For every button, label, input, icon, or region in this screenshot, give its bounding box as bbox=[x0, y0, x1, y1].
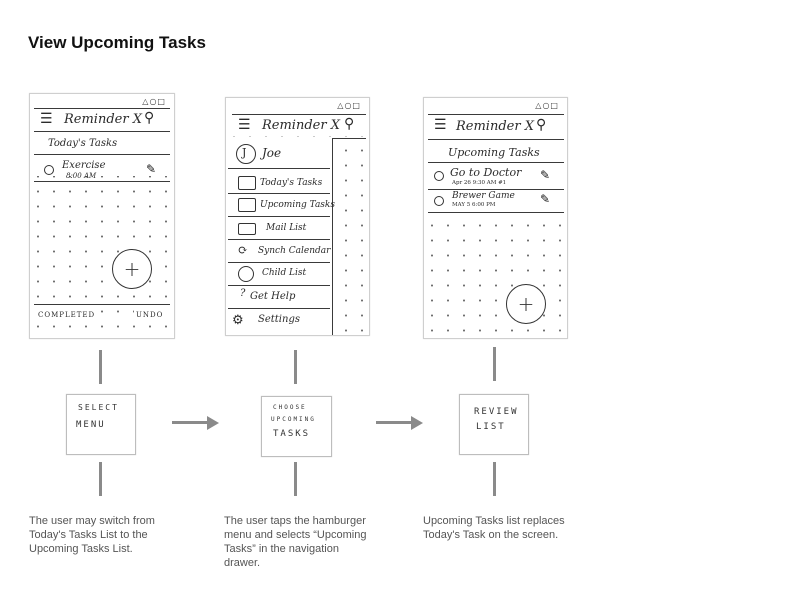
task-time: 8:00 AM bbox=[66, 172, 97, 180]
connector-line bbox=[493, 462, 496, 496]
sketch-navigation-drawer bbox=[225, 97, 370, 336]
drawer-item-child-list[interactable]: Child List bbox=[262, 268, 307, 278]
status-bar-icons: △○□ bbox=[337, 101, 361, 110]
task-name: Go to Doctor bbox=[450, 166, 522, 179]
task-time: MAY 5 6:00 PM bbox=[452, 202, 496, 208]
add-task-button[interactable]: + bbox=[506, 284, 546, 324]
step-description: The user taps the hamburger menu and selects “Upcoming Tasks” in the navigation drawer. bbox=[224, 515, 367, 569]
hamburger-icon[interactable]: ☰ bbox=[238, 117, 251, 133]
edit-pencil-icon[interactable]: ✎ bbox=[540, 192, 551, 206]
task-checkbox[interactable] bbox=[434, 196, 444, 206]
connector-line bbox=[493, 347, 496, 381]
child-icon bbox=[238, 266, 254, 282]
page-title: View Upcoming Tasks bbox=[28, 33, 206, 52]
list-title: Upcoming Tasks bbox=[448, 146, 540, 159]
drawer-item-todays-tasks[interactable]: Today's Tasks bbox=[260, 178, 323, 188]
connector-line bbox=[99, 462, 102, 496]
step-label: TASKS bbox=[273, 429, 311, 439]
step-label: MENU bbox=[76, 420, 106, 430]
connector-line bbox=[294, 350, 297, 384]
completed-button[interactable]: COMPLETED bbox=[38, 311, 96, 319]
step-label: UPCOMING bbox=[271, 416, 316, 423]
task-name: Brewer Game bbox=[452, 191, 515, 201]
sync-icon: ⟳ bbox=[238, 243, 249, 257]
drawer-item-synch-calendar[interactable]: Synch Calendar bbox=[258, 246, 331, 256]
edit-pencil-icon[interactable]: ✎ bbox=[540, 168, 551, 182]
connector-line bbox=[294, 462, 297, 496]
gear-icon: ⚙ bbox=[232, 313, 244, 328]
app-header: Reminder X bbox=[64, 112, 142, 127]
task-checkbox[interactable] bbox=[44, 165, 54, 175]
flow-arrow bbox=[376, 421, 412, 424]
hamburger-icon[interactable]: ☰ bbox=[40, 111, 53, 127]
avatar: J bbox=[242, 146, 247, 159]
sketch-upcoming-tasks bbox=[423, 97, 568, 339]
search-icon[interactable]: ⚲ bbox=[344, 116, 355, 132]
calendar-icon bbox=[238, 176, 256, 190]
step-description: The user may switch from Today's Tasks List to the Upcoming Tasks List. bbox=[29, 515, 155, 555]
step-box-review-list bbox=[459, 394, 529, 455]
sketch-today-tasks bbox=[29, 93, 175, 339]
user-name: Joe bbox=[262, 146, 282, 160]
undo-button[interactable]: UNDO bbox=[136, 311, 164, 319]
step-description: Upcoming Tasks list replaces Today's Task on the screen. bbox=[423, 515, 565, 541]
app-header: Reminder X bbox=[456, 119, 534, 134]
mail-icon bbox=[238, 223, 256, 235]
edit-pencil-icon[interactable]: ✎ bbox=[146, 162, 157, 176]
calendar-icon bbox=[238, 198, 256, 212]
task-name: Exercise bbox=[62, 160, 106, 171]
status-bar-icons: △○□ bbox=[535, 101, 559, 110]
connector-line bbox=[99, 350, 102, 384]
drawer-item-mail-list[interactable]: Mail List bbox=[266, 223, 307, 233]
search-icon[interactable]: ⚲ bbox=[536, 117, 547, 133]
status-bar-icons: △○□ bbox=[142, 97, 166, 106]
step-box-choose-upcoming-tasks bbox=[261, 396, 332, 457]
hamburger-icon[interactable]: ☰ bbox=[434, 117, 447, 133]
step-label: REVIEW bbox=[474, 407, 519, 417]
step-label: CHOOSE bbox=[273, 404, 307, 411]
flow-arrow bbox=[172, 421, 208, 424]
navigation-drawer bbox=[226, 138, 333, 335]
add-task-button[interactable]: + bbox=[112, 249, 152, 289]
help-icon: ? bbox=[240, 288, 246, 299]
task-checkbox[interactable] bbox=[434, 171, 444, 181]
arrow-head-icon bbox=[207, 416, 219, 430]
step-label: SELECT bbox=[78, 403, 119, 412]
arrow-head-icon bbox=[411, 416, 423, 430]
drawer-item-upcoming-tasks[interactable]: Upcoming Tasks bbox=[260, 200, 335, 210]
step-label: LIST bbox=[476, 422, 506, 432]
app-header: Reminder X bbox=[262, 118, 340, 133]
step-box-select-menu bbox=[66, 394, 136, 455]
drawer-item-get-help[interactable]: Get Help bbox=[250, 291, 296, 302]
drawer-item-settings[interactable]: Settings bbox=[258, 314, 300, 325]
task-time: Apr 26 9:30 AM #1 bbox=[452, 180, 507, 186]
search-icon[interactable]: ⚲ bbox=[144, 110, 155, 126]
list-title: Today's Tasks bbox=[48, 138, 118, 149]
